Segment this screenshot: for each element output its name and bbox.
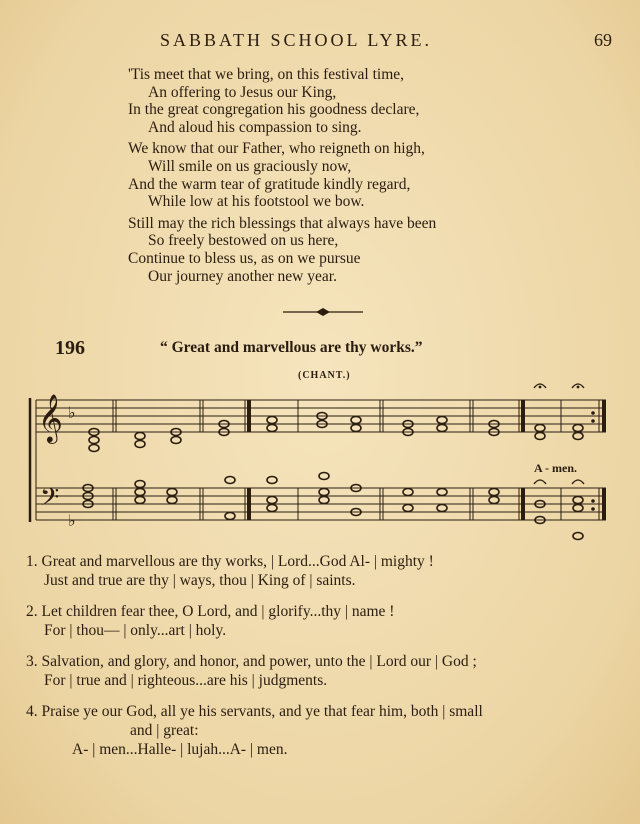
poem	[128, 66, 436, 289]
poem-line: Will smile on us graciously now,	[148, 157, 352, 175]
bass-clef-icon: 𝄢	[40, 483, 60, 518]
poem-line: Our journey another new year.	[148, 267, 337, 285]
double-bar-lines	[245, 400, 604, 520]
verse-line: and | great:	[130, 722, 199, 739]
bass-notes	[83, 473, 583, 540]
verse-line: 4. Praise ye our God, all ye his servants, and ye that fear him, both | small	[26, 703, 483, 720]
poem-line: An offering to Jesus our King,	[148, 83, 337, 101]
hymn-number: 196	[55, 337, 85, 359]
stanza-3	[128, 215, 436, 285]
poem-line: And aloud his compassion to sing.	[148, 118, 362, 136]
amen-label: A - men.	[534, 461, 577, 475]
verse-line: 1. Great and marvellous are thy works, | Lord...God Al- | mighty !	[26, 553, 434, 570]
poem-line: So freely bestowed on us here,	[148, 232, 339, 250]
page-number: 69	[594, 30, 612, 50]
poem-line: Continue to bless us, as on we pursue	[128, 249, 361, 267]
flat-icon: ♭	[68, 511, 76, 530]
bar-lines	[113, 400, 561, 520]
verse-line: Just and true are thy | ways, thou | King of | saints.	[44, 572, 356, 589]
verse-line: For | thou— | only...art | holy.	[44, 622, 227, 639]
chant-label: (CHANT.)	[298, 370, 351, 381]
flat-icon: ♭	[68, 403, 76, 422]
treble-clef-icon: 𝄞	[38, 393, 63, 442]
poem-line: 'Tis meet that we bring, on this festival time,	[128, 66, 405, 83]
verse-line: For | true and | righteous...are his | judgments.	[44, 672, 328, 689]
running-head: SABBATH SCHOOL LYRE.	[160, 30, 433, 50]
fermata-icon	[534, 480, 584, 484]
poem-line: We know that our Father, who reigneth on high,	[128, 140, 425, 158]
section-divider	[283, 306, 363, 318]
fermata-icon	[534, 384, 584, 388]
verse-2	[26, 602, 483, 640]
verse-4	[26, 702, 483, 759]
poem-line: In the great congregation his goodness declare,	[128, 101, 420, 119]
verse-1	[26, 552, 483, 590]
page-header	[0, 30, 640, 54]
verse-3	[26, 652, 483, 690]
stanza-2	[128, 140, 436, 210]
poem-line: While low at his footstool we bow.	[148, 193, 365, 211]
poem-line: Still may the rich blessings that always have been	[128, 214, 437, 232]
poem-line: And the warm tear of gratitude kindly regard,	[128, 175, 411, 193]
verse-line: 3. Salvation, and glory, and honor, and power, unto the | Lord our | God ;	[26, 653, 477, 670]
stanza-1	[128, 66, 436, 136]
verse-line: 2. Let children fear thee, O Lord, and | glorify...thy | name !	[26, 603, 395, 620]
hymn-title: “ Great and marvellous are thy works.”	[160, 339, 423, 356]
bass-staff	[36, 488, 606, 520]
chant-verses	[26, 552, 483, 771]
verse-line: A- | men...Halle- | lujah...A- | men.	[72, 741, 288, 758]
